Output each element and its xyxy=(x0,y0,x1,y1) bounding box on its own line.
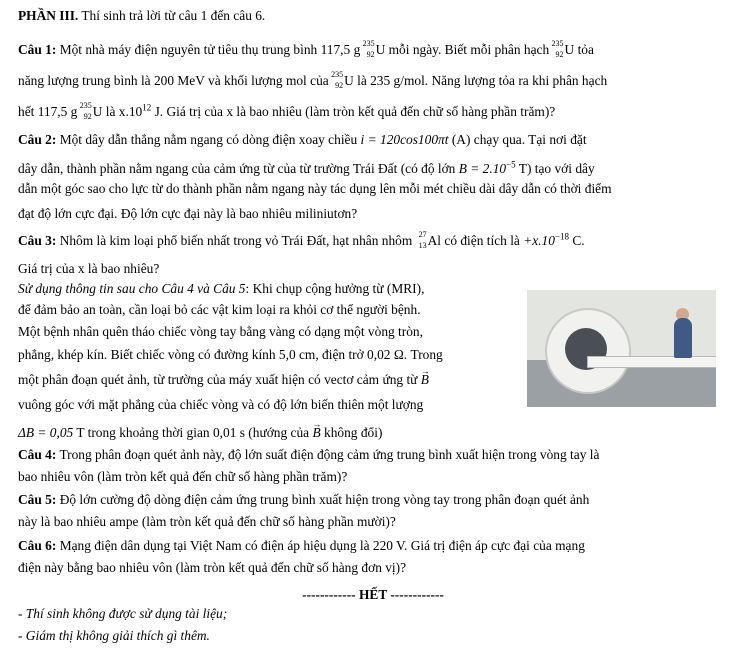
q2-line-2 xyxy=(18,161,730,177)
q2-text-2b: T) tạo với dây xyxy=(515,161,595,176)
info-text-4: phẳng, khép kín. Biết chiếc vòng có đường kính 5,0 cm, điện trở 0,02 Ω. Trong xyxy=(18,347,443,362)
note-1 xyxy=(18,606,730,622)
q1-line-3 xyxy=(18,101,730,121)
q5-text-2: này là bao nhiêu ampe (làm tròn kết quả đến chữ số hàng phần mười)? xyxy=(18,514,396,529)
q3-text-2: Giá trị của x là bao nhiêu? xyxy=(18,261,160,276)
q5-line-2 xyxy=(18,514,730,530)
q1-line-2 xyxy=(18,70,730,90)
info-line-2 xyxy=(18,302,523,318)
info-text-7a: T trong khoảng thời gian 0,01 s (hướng của xyxy=(73,425,310,440)
q6-text-2: điện này bằng bao nhiêu vôn (làm tròn kết quả đến chữ số hàng đơn vị)? xyxy=(18,560,407,575)
q6-line-2 xyxy=(18,560,730,576)
q4-line-1 xyxy=(18,447,730,463)
q2-text-2a: dây dẫn, thành phần nằm ngang của cảm ứng từ của từ trường Trái Đất (có độ lớn xyxy=(18,161,456,176)
info-line-6 xyxy=(18,397,523,413)
b-vector-symbol: → B xyxy=(421,372,429,388)
q6-line-1 xyxy=(18,538,730,554)
q3-text-1c: C. xyxy=(569,233,585,248)
q1-text-3b: U là x.10 xyxy=(92,104,143,119)
b-vector-symbol: → B xyxy=(312,425,320,441)
delta-b-equation: ΔB = 0,05 xyxy=(18,425,74,440)
q1-text-1c: U tỏa xyxy=(564,42,594,57)
q3-exponent: −18 xyxy=(554,231,570,242)
mri-scanner-photo xyxy=(527,290,716,407)
info-line-5 xyxy=(18,372,523,388)
q1-text-3a: hết 117,5 g xyxy=(18,104,78,119)
q1-label: Câu 1: xyxy=(18,42,57,57)
q2-line-4 xyxy=(18,206,730,222)
q3-charge-equation: +x.10 xyxy=(523,233,555,248)
q4-text-1: Trong phân đoạn quét ảnh này, độ lớn suất điện động cảm ứng trung bình xuất hiện trong vòng tay là xyxy=(59,447,600,462)
end-marker: ------------ HẾT ------------ xyxy=(302,587,444,602)
uranium-nuclide: 235 92 xyxy=(79,101,92,121)
q2-field-equation: B = 2.10 xyxy=(458,161,507,176)
info-line-4 xyxy=(18,347,523,363)
note-2-text: - Giám thị không giải thích gì thêm. xyxy=(18,628,210,643)
q6-text-1: Mạng điện dân dụng tại Việt Nam có điện áp hiệu dụng là 220 V. Giá trị điện áp cực đại của mạng xyxy=(59,538,585,553)
part-instruction: Thí sinh trả lời từ câu 1 đến câu 6. xyxy=(81,8,266,23)
q2-label: Câu 2: xyxy=(18,132,57,147)
q2-text-4: đạt độ lớn cực đại. Độ lớn cực đại này là bao nhiêu miliniutơn? xyxy=(18,206,358,221)
info-text-3: Một bệnh nhân quên tháo chiếc vòng tay bằng vàng có dạng một vòng tròn, xyxy=(18,324,423,339)
info-text-1: : Khi chụp cộng hưởng từ (MRI), xyxy=(245,281,425,296)
info-text-2: để đảm bảo an toàn, cần loại bỏ các vật kim loại ra khỏi cơ thể người bệnh. xyxy=(18,302,421,317)
q2-line-1 xyxy=(18,132,730,148)
q3-text-1b: Al có điện tích là xyxy=(427,233,520,248)
q1-line-1 xyxy=(18,39,730,59)
q2-text-3: dẫn một góc sao cho lực từ do thành phần nằm ngang này tác dụng lên mỗi mét chiều dài dây dẫn có thời điểm xyxy=(18,181,612,196)
q5-text-1: Độ lớn cường độ dòng điện cảm ứng trung bình xuất hiện trong vòng tay trong phân đoạn quét ảnh xyxy=(59,492,590,507)
q2-line-3 xyxy=(18,181,730,197)
q1-text-2a: năng lượng trung bình là 200 MeV và khối lượng mol của xyxy=(18,73,329,88)
q2-exponent: −5 xyxy=(506,159,516,170)
info-text-7b: không đổi) xyxy=(320,425,383,440)
q4-line-2 xyxy=(18,469,730,485)
note-1-text: - Thí sinh không được sử dụng tài liệu; xyxy=(18,606,228,621)
q1-text-3c: J. Giá trị của x là bao nhiêu (làm tròn kết quả đến chữ số hàng phần trăm)? xyxy=(151,104,556,119)
q5-line-1 xyxy=(18,492,730,508)
part-heading xyxy=(18,8,730,24)
q4-label: Câu 4: xyxy=(18,447,57,462)
q1-exponent: 12 xyxy=(142,102,152,113)
info-line-7 xyxy=(18,425,730,441)
q3-line-2 xyxy=(18,261,730,277)
uranium-nuclide: 235 92 xyxy=(362,39,375,59)
q2-text-1b: (A) chạy qua. Tại nơi đặt xyxy=(451,132,587,147)
note-2 xyxy=(18,628,730,644)
q5-label: Câu 5: xyxy=(18,492,57,507)
info-line-3 xyxy=(18,324,523,340)
q1-text-1b: U mỗi ngày. Biết mỗi phân hạch xyxy=(375,42,550,57)
q3-label: Câu 3: xyxy=(18,233,57,248)
q4-text-2: bao nhiêu vôn (làm tròn kết quả đến chữ số hàng phần trăm)? xyxy=(18,469,348,484)
info-text-5: một phân đoạn quét ảnh, từ trường của máy xuất hiện có vectơ cảm ứng từ xyxy=(18,372,418,387)
q1-text-2b: U là 235 g/mol. Năng lượng tỏa ra khi phân hạch xyxy=(344,73,608,88)
q2-text-1a: Một dây dẫn thẳng nằm ngang có dòng điện xoay chiều xyxy=(59,132,358,147)
uranium-nuclide: 235 92 xyxy=(551,39,564,59)
q6-label: Câu 6: xyxy=(18,538,57,553)
info-line-1 xyxy=(18,281,523,297)
q1-text-1a: Một nhà máy điện nguyên tử tiêu thụ trung bình 117,5 g xyxy=(59,42,361,57)
q2-current-equation: i = 120cos100πt xyxy=(360,132,449,147)
uranium-nuclide: 235 92 xyxy=(331,70,344,90)
aluminium-nuclide: 27 13 xyxy=(418,230,427,250)
info-intro: Sử dụng thông tin sau cho Câu 4 và Câu 5 xyxy=(18,281,246,296)
q3-text-1a: Nhôm là kim loại phổ biến nhất trong vỏ Trái Đất, hạt nhân nhôm xyxy=(59,233,413,248)
part-title: PHẦN III. xyxy=(18,8,79,23)
info-text-6: vuông góc với mặt phẳng của chiếc vòng và có độ lớn biến thiên một lượng xyxy=(18,397,424,412)
q3-line-1 xyxy=(18,230,730,250)
